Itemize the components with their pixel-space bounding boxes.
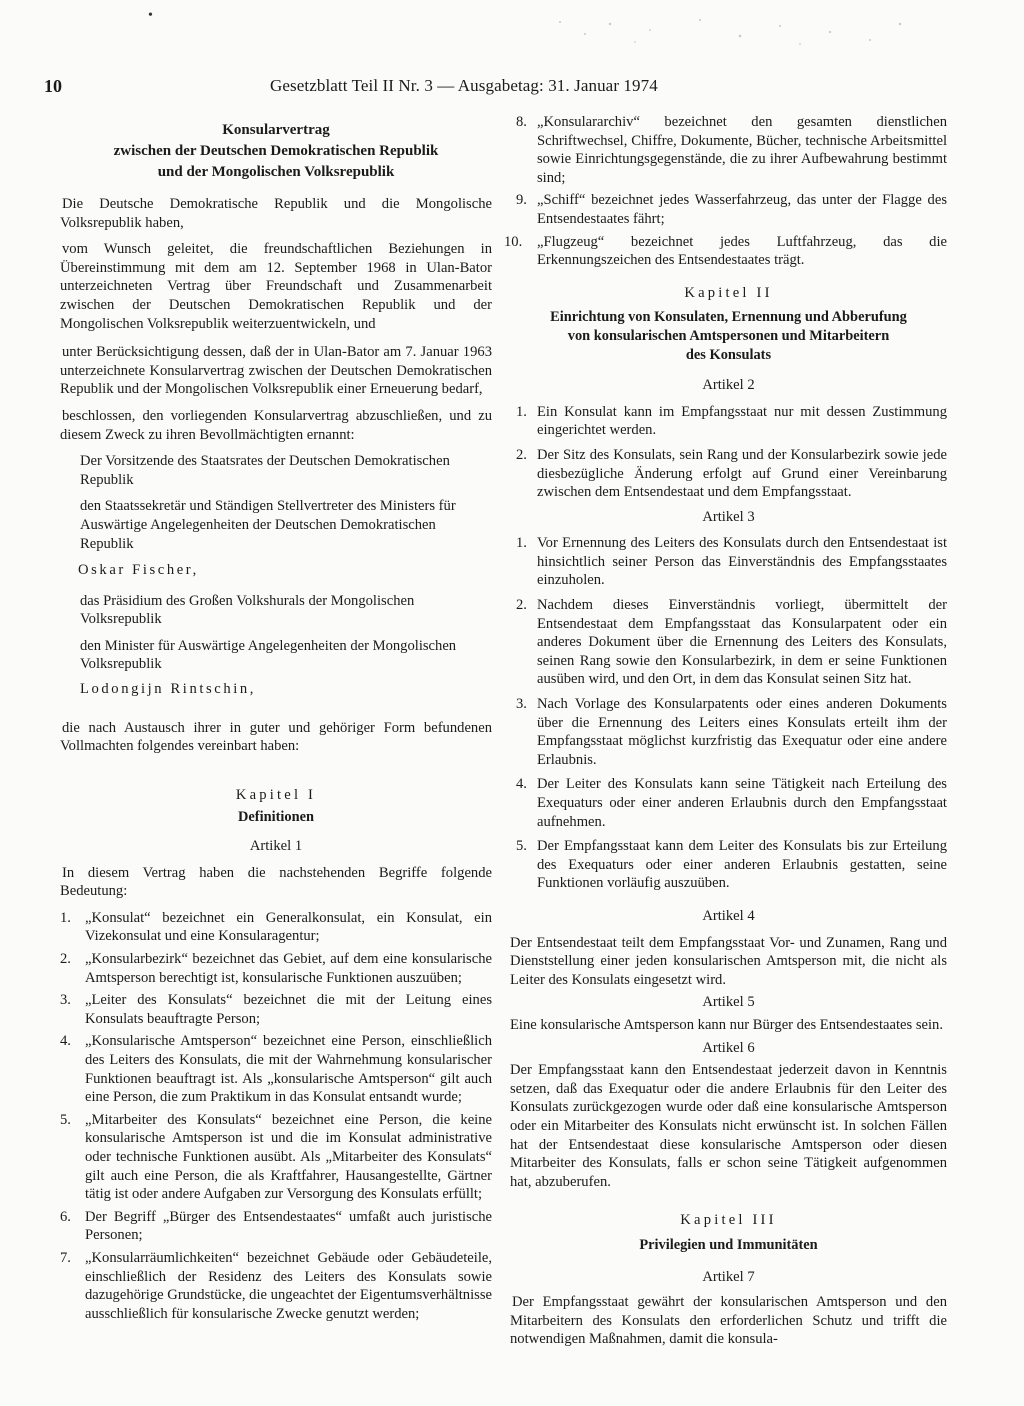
article-item	[510, 403, 947, 440]
definition-item	[510, 113, 947, 187]
definition-number: 7.	[60, 1249, 71, 1266]
preamble-paragraph: beschlossen, den vorliegenden Konsularvertrag abzuschließen, und zu diesem Zweck zu ihren Bevollmächtigten ernannt:	[60, 407, 492, 443]
definition-item	[60, 909, 492, 946]
plenipotentiary: den Minister für Auswärtige Angelegenheiten der Mongolischen Volksrepublik	[80, 637, 457, 673]
definition-number: 10.	[504, 233, 523, 250]
definition-text: „Konsularbezirk“ bezeichnet das Gebiet, auf dem eine konsularische Amtsperson berechtigt ist, konsularische Funktionen auszuüben;	[85, 951, 492, 986]
definition-item	[504, 233, 947, 270]
definition-item	[60, 1249, 492, 1323]
item-text: Nach Vorlage des Konsularpatents oder eines anderen Dokuments über die Ernennung des Leiters eines Konsulats erteilt ihm der Empfangsstaat möglichst kurzfristig das Exequatur oder eine andere Erlaubnis.	[537, 696, 947, 768]
plenipotentiary: Der Vorsitzende des Staatsrates der Deutschen Demokratischen Republik	[80, 453, 450, 488]
item-number: 2.	[516, 446, 527, 463]
article-heading: Artikel 1	[249, 838, 303, 855]
left-column	[60, 113, 492, 1323]
plenipotentiary: das Präsidium des Großen Volkshurals der Mongolischen Volksrepublik	[80, 592, 415, 628]
chapter-title-line: des Konsulats	[685, 346, 772, 363]
item-number: 4.	[516, 776, 527, 793]
preamble-paragraph: Die Deutsche Demokratische Republik und die Mongolische Volksrepublik haben,	[60, 196, 492, 231]
chapter-heading: Kapitel I	[235, 786, 317, 803]
treaty-title-line: zwischen der Deutschen Demokratischen Republik	[113, 143, 439, 159]
definition-text: „Mitarbeiter des Konsulats“ bezeichnet eine Person, die keine konsularische Amtsperson ist und die im Konsulat administrative oder technische Funktionen ausübt. Als „Mitarbeiter des Konsulats“ gilt auch eine Person, die als Kraftfahrer, Hausangestellte, Gärtner tätig ist oder andere Aufgaben zur Versorgung des Konsulats erfüllt;	[85, 1111, 492, 1203]
page-header	[44, 72, 724, 100]
treaty-title-line: und der Mongolischen Volksrepublik	[157, 164, 395, 180]
item-text: Nachdem dieses Einverständnis vorliegt, übermittelt der Entsendestaat dem Empfangsstaat das Konsularpatent oder ein anderes Dokument über die Ernennung des Leiters des Konsulats, seinen Rang sowie den Konsularbezirk, in dem er seine Funktionen ausüben wird, und den Ort, in dem das Konsulat seinen Sitz hat.	[537, 597, 947, 688]
definition-number: 8.	[516, 114, 527, 130]
definition-number: 2.	[60, 951, 71, 967]
chapter-title: Definitionen	[238, 809, 314, 826]
article-heading: Artikel 2	[702, 377, 755, 394]
definition-item	[60, 1111, 492, 1204]
item-text: Der Leiter des Konsulats kann seine Tätigkeit nach Erteilung des Exequaturs oder einer anderen Erlaubnis durch den Empfangsstaat aufnehmen.	[537, 776, 947, 830]
definition-text: „Konsulararchiv“ bezeichnet den gesamten dienstlichen Schriftwechsel, Chiffre, Dokumente, Bücher, technische Arbeitsmittel sowie Einrichtungsgegenstände, die zu ihrer Aufbewahrung bestimmt sind;	[537, 114, 947, 186]
article-heading: Artikel 6	[702, 1039, 755, 1056]
definition-number: 6.	[60, 1208, 71, 1225]
chapter-heading: Kapitel III	[680, 1212, 777, 1229]
item-text: Ein Konsulat kann im Empfangsstaat nur mit dessen Zustimmung eingerichtet werden.	[537, 403, 947, 439]
definition-text: „Konsulat“ bezeichnet ein Generalkonsulat, ein Konsulat, ein Vizekonsulat und eine Konsularagentur;	[85, 909, 492, 945]
article-intro: In diesem Vertrag haben die nachstehenden Begriffe folgende Bedeutung:	[60, 864, 492, 900]
definition-item	[60, 1032, 492, 1106]
definition-number: 9.	[516, 192, 527, 209]
chapter-heading: Kapitel II	[684, 284, 773, 301]
item-number: 1.	[516, 535, 527, 552]
definition-text: Der Begriff „Bürger des Entsendestaates“ umfaßt auch juristische Personen;	[85, 1208, 492, 1244]
signatory-name: Lodongijn Rintschin,	[80, 681, 257, 698]
definition-text: „Schiff“ bezeichnet jedes Wasserfahrzeug, das unter der Flagge des Entsendestaates fährt;	[537, 192, 947, 227]
item-text: Der Empfangsstaat kann dem Leiter des Konsulats bis zur Erteilung des Exequaturs oder einer anderen Erlaubnis gestatten, seine Funktionen vorläufig auszuüben.	[537, 838, 947, 892]
scan-dot: •	[148, 8, 153, 23]
closing-paragraph: die nach Austausch ihrer in guter und gehöriger Form befundenen Vollmachten folgendes vereinbart haben:	[60, 719, 492, 755]
page-number: 10	[44, 76, 62, 96]
chapter-title-line: von konsularischen Amtspersonen und Mitarbeitern	[567, 327, 890, 344]
article-item	[510, 695, 947, 769]
definition-text: „Flugzeug“ bezeichnet jedes Luftfahrzeug, das die Erkennungszeichen des Entsendestaates trägt.	[537, 233, 947, 269]
treaty-title	[60, 120, 492, 183]
item-number: 3.	[516, 696, 527, 713]
item-number: 5.	[516, 838, 527, 855]
signatory-name: Oskar Fischer,	[78, 562, 199, 579]
article-heading: Artikel 3	[702, 508, 755, 525]
definition-item	[60, 991, 492, 1028]
article-text: Der Entsendestaat teilt dem Empfangsstaat Vor- und Zunamen, Rang und Dienststellung einer jeden konsularischen Amtsperson mit, die nicht als Leiter des Konsulats eingesetzt wird.	[510, 934, 947, 988]
definition-number: 3.	[60, 992, 71, 1009]
article-heading: Artikel 7	[702, 1269, 755, 1286]
treaty-title-line: Konsularvertrag	[222, 122, 330, 138]
article-text: Eine konsularische Amtsperson kann nur Bürger des Entsendestaates sein.	[510, 1016, 943, 1033]
item-number: 1.	[516, 403, 527, 420]
scan-noise-graphic	[540, 12, 920, 52]
definition-item	[510, 191, 947, 228]
item-text: Vor Ernennung des Leiters des Konsulats durch den Entsendestaat ist hinsichtlich seiner Person das Einverständnis des Empfangsstaates einzuholen.	[537, 535, 947, 589]
header-title: Gesetzblatt Teil II Nr. 3 — Ausgabetag: 31. Januar 1974	[270, 76, 658, 95]
chapter-title: Privilegien und Immunitäten	[639, 1236, 818, 1253]
article-item	[510, 775, 947, 831]
chapter-title	[510, 308, 947, 364]
preamble-paragraph: unter Berücksichtigung dessen, daß der in Ulan-Bator am 7. Januar 1963 unterzeichnete Konsularvertrag zwischen der Deutschen Demokratischen Republik und der Mongolischen Volksrepublik einer Erneuerung bedarf,	[60, 344, 492, 398]
plenipotentiary: den Staatssekretär und Ständigen Stellvertreter des Ministers für Auswärtige Angelegenheiten der Deutschen Demokratischen Republik	[80, 498, 456, 552]
item-text: Der Sitz des Konsulats, sein Rang und der Konsularbezirk sowie jede diesbezügliche Änderung erfolgt auf Grund einer Vereinbarung zwischen dem Entsendestaat und dem Empfangsstaat.	[537, 446, 947, 501]
chapter-title-line: Einrichtung von Konsulaten, Ernennung und Abberufung	[550, 309, 907, 326]
definition-text: „Konsularische Amtsperson“ bezeichnet eine Person, einschließlich des Leiters des Konsulats, die mit der Wahrnehmung konsularischer Funktionen beauftragt ist. Als „konsularische Amtsperson“ gilt auch eine Person, die zum Praktikum in das Konsulat entsandt wurde;	[85, 1033, 492, 1106]
article-heading: Artikel 5	[702, 994, 755, 1011]
definition-text: „Leiter des Konsulats“ bezeichnet die mit der Leitung eines Konsulats beauftragte Person;	[85, 992, 492, 1027]
definition-number: 4.	[60, 1033, 71, 1050]
right-column	[504, 113, 947, 1349]
scan-noise-decoration	[540, 12, 920, 52]
definition-text: „Konsularräumlichkeiten“ bezeichnet Gebäude oder Gebäudeteile, einschließlich der Residenz des Leiters des Konsulats sowie dazugehörige Grundstücke, die ungeachtet der Eigentumsverhältnisse ausschließlich für konsularische Zwecke genutzt werden;	[85, 1249, 492, 1322]
definition-item	[60, 950, 492, 987]
article-item	[510, 534, 947, 590]
article-item	[510, 446, 947, 502]
preamble-paragraph: vom Wunsch geleitet, die freundschaftlichen Beziehungen in Übereinstimmung mit dem am 12. September 1968 in Ulan-Bator unterzeichneten Vertrag über Freundschaft und Zusammenarbeit zwischen der Deutschen Demokratischen Republik und der Mongolischen Volksrepublik weiterzuentwickeln, und	[60, 241, 492, 332]
definition-item	[60, 1208, 492, 1245]
item-number: 2.	[516, 597, 527, 614]
article-text: Der Empfangsstaat gewährt der konsularischen Amtsperson und den Mitarbeitern des Konsulats den erforderlichen Schutz und trifft die notwendigen Maßnahmen, damit die konsula-	[510, 1294, 947, 1348]
article-heading: Artikel 4	[702, 907, 755, 924]
article-item	[510, 837, 947, 893]
article-item	[510, 596, 947, 689]
definition-number: 1.	[60, 909, 71, 926]
definition-number: 5.	[60, 1111, 71, 1128]
article-text: Der Empfangsstaat kann den Entsendestaat jederzeit davon in Kenntnis setzen, daß das Exequatur oder die andere Erlaubnis für den Leiter des Konsulats zurückgezogen wurde oder daß eine konsularische Amtsperson oder ein Mitarbeiter des Konsulats nicht erwünscht ist. In solchen Fällen hat der Entsendestaat diese konsularische Amtsperson oder diesen Mitarbeiter des Konsulats, falls er schon seine Tätigkeit aufgenommen hat, abzuberufen.	[510, 1062, 947, 1190]
